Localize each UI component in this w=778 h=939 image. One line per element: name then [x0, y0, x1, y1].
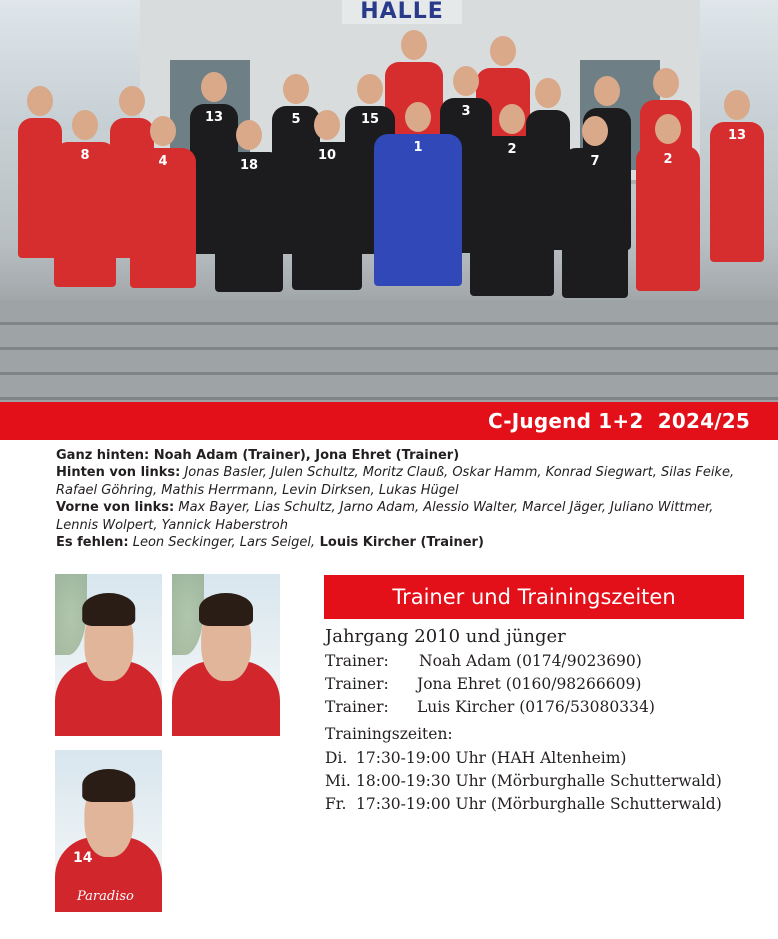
caption-label: Ganz hinten: [56, 448, 150, 463]
sponsor-logo: Paradiso [77, 889, 134, 904]
player-figure: 13 [710, 122, 764, 262]
player-figure: 13 [190, 104, 238, 254]
player-figure: 2 [470, 136, 554, 296]
trainer-portrait-noah-adam [55, 574, 162, 736]
training-times-label: Trainingszeiten: [325, 725, 453, 743]
trainer-portrait-luis-kircher [55, 750, 162, 912]
stairs [0, 300, 778, 402]
trainer-contact: Jona Ehret (0160/98266609) [417, 675, 642, 693]
trainer-label: Trainer: [325, 698, 389, 716]
caption-names: Max Bayer, Lias Schultz, Jarno Adam, Alessio Walter, Marcel Jäger, Juliano Wittmer, [174, 500, 714, 516]
training-day: Fr. [325, 795, 347, 813]
player-figure: 5 [272, 106, 320, 254]
training-day: Di. [325, 749, 348, 767]
trainer-label: Trainer: [325, 675, 389, 693]
player-figure: 3 [440, 98, 492, 253]
player-figure: 10 [292, 142, 362, 290]
trainer-section-header: Trainer und Trainingszeiten [324, 575, 744, 619]
player-figure: 7 [562, 148, 628, 298]
hall-sign: HALLE [342, 0, 462, 24]
caption-line-ganz-hinten [56, 447, 746, 464]
photo-caption [56, 447, 746, 551]
caption-names: Leon Seckinger, Lars Seigel, [128, 535, 316, 551]
caption-trainers: Noah Adam (Trainer), Jona Ehret (Trainer) [149, 448, 460, 463]
caption-line-hinten-2 [56, 482, 746, 499]
player-figure: 2 [636, 146, 700, 291]
trainer-portrait-jona-ehret [172, 574, 280, 736]
trainer-label: Trainer: [325, 652, 389, 670]
caption-line-hinten [56, 464, 746, 481]
caption-line-vorne [56, 499, 746, 516]
training-day: Mi. [325, 772, 351, 790]
training-session [325, 795, 722, 813]
caption-names: Jonas Basler, Julen Schultz, Moritz Clauß, Oskar Hamm, Konrad Siegwart, Silas Feike, [180, 465, 735, 481]
team-season-title: C-Jugend 1+2 2024/25 [487, 409, 750, 433]
age-group: Jahrgang 2010 und jünger [325, 626, 566, 647]
player-figure: 18 [215, 152, 283, 292]
training-time: 17:30-19:00 Uhr (HAH Altenheim) [356, 749, 627, 767]
portrait-jersey-number: 14 [73, 850, 93, 866]
caption-trainer: Louis Kircher (Trainer) [315, 535, 484, 551]
trainer-contact: Noah Adam (0174/9023690) [419, 652, 642, 670]
goalkeeper-figure: 1 [374, 134, 462, 286]
caption-label: Es fehlen: [56, 535, 129, 551]
training-time: 18:00-19:30 Uhr (Mörburghalle Schutterwald) [356, 772, 722, 790]
caption-names: Rafael Göhring, Mathis Herrmann, Levin Dirksen, Lukas Hügel [56, 482, 459, 498]
caption-names: Lennis Wolpert, Yannick Haberstroh [56, 517, 288, 533]
title-banner [0, 402, 778, 440]
caption-line-fehlen [56, 534, 746, 551]
team-photo [0, 0, 778, 402]
player-figure: 4 [130, 148, 196, 288]
caption-line-vorne-2 [56, 517, 746, 534]
training-session [325, 772, 722, 790]
training-time: 17:30-19:00 Uhr (Mörburghalle Schutterwald) [356, 795, 722, 813]
player-figure: 8 [54, 142, 116, 287]
caption-label: Vorne von links: [56, 500, 175, 516]
trainer-contact: Luis Kircher (0176/53080334) [417, 698, 655, 716]
player-figure: 15 [345, 106, 395, 254]
training-session [325, 749, 626, 767]
caption-label: Hinten von links: [56, 465, 181, 481]
